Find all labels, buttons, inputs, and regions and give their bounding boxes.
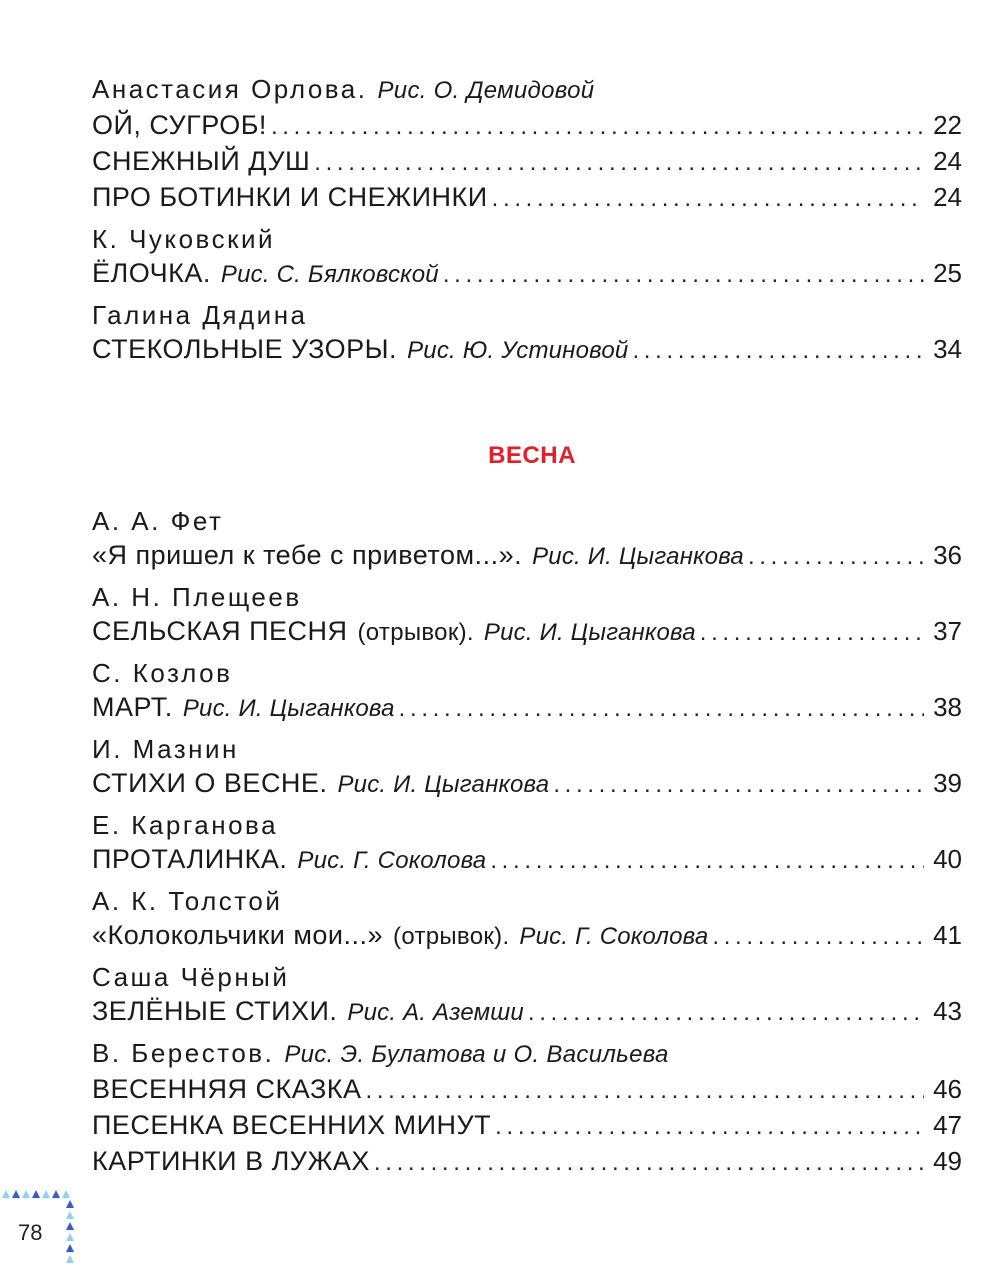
- dot-leader: [495, 1110, 924, 1144]
- ornament-triangle: [32, 1190, 40, 1198]
- dot-leader: [748, 540, 924, 574]
- toc-entry: [92, 256, 962, 292]
- ornament-triangle: [12, 1190, 20, 1198]
- toc-entry: [92, 690, 962, 726]
- entry-title: СТИХИ О ВЕСНЕ.: [92, 768, 328, 798]
- table-of-contents: [92, 72, 962, 1186]
- ornament-triangle: [66, 1255, 74, 1263]
- entry-title: ПЕСЕНКА ВЕСЕННИХ МИНУТ: [92, 1110, 492, 1140]
- author-name: [92, 72, 962, 108]
- page-ref: 49: [933, 1146, 962, 1176]
- dot-leader: [553, 768, 924, 802]
- illustrator-credit: Рис. Ю. Устиновой: [407, 337, 629, 364]
- page-ref: 37: [933, 616, 962, 646]
- ornament-triangle: [42, 1190, 50, 1198]
- toc-entry: [92, 144, 962, 180]
- ornament-triangle: [66, 1200, 74, 1208]
- toc-entry: [92, 180, 962, 216]
- author-group: [92, 656, 962, 726]
- page-ref: 40: [933, 844, 962, 874]
- illustrator-credit: Рис. Г. Соколова: [519, 923, 709, 950]
- author-name: [92, 960, 962, 994]
- dot-leader: [700, 616, 924, 650]
- author-name: [92, 504, 962, 538]
- illustrator-credit: Рис. И. Цыганкова: [532, 543, 744, 570]
- illustrator-credit: Рис. Г. Соколова: [297, 847, 487, 874]
- author-group: [92, 960, 962, 1030]
- page-number: 78: [18, 1220, 43, 1245]
- author-name: [92, 732, 962, 766]
- toc-entry: [92, 1144, 962, 1180]
- toc-entry: [92, 1108, 962, 1144]
- author-name: [92, 808, 962, 842]
- dot-leader: [399, 692, 924, 726]
- page-ref: 46: [933, 1074, 962, 1104]
- ornament-triangle: [66, 1211, 74, 1219]
- ornament-triangle: [66, 1222, 74, 1230]
- toc-entry: [92, 108, 962, 144]
- illustrator-credit: Рис. И. Цыганкова: [337, 771, 550, 798]
- entry-title: МАРТ.: [92, 692, 173, 722]
- dot-leader: [490, 844, 924, 878]
- author-group: [92, 808, 962, 878]
- author-name: [92, 656, 962, 690]
- entry-title: ЁЛОЧКА.: [92, 258, 211, 288]
- page-ref: 22: [933, 110, 962, 140]
- ornament-triangle: [22, 1190, 30, 1198]
- toc-entry: [92, 614, 962, 650]
- illustrator-credit: Рис. И. Цыганкова: [483, 619, 696, 646]
- section-heading: ВЕСНА: [488, 442, 576, 469]
- dot-leader: [443, 258, 924, 292]
- author-group: [92, 72, 962, 216]
- dot-leader: [366, 1074, 925, 1108]
- ornament-triangle: [66, 1244, 74, 1252]
- page-ref: 25: [933, 258, 962, 288]
- entry-title: СТЕКОЛЬНЫЕ УЗОРЫ.: [92, 334, 398, 364]
- dot-leader: [712, 920, 924, 954]
- author-group: [92, 580, 962, 650]
- corner-ornament: [0, 1180, 90, 1270]
- author-group: [92, 732, 962, 802]
- dot-leader: [314, 146, 924, 180]
- author-label: В. Берестов.: [92, 1038, 275, 1068]
- entry-title: ПРО БОТИНКИ И СНЕЖИНКИ: [92, 182, 488, 212]
- toc-entry: [92, 918, 962, 954]
- page-ref: 24: [933, 146, 962, 176]
- dot-leader: [632, 334, 924, 368]
- dot-leader: [374, 1146, 924, 1180]
- author-label: И. Мазнин: [92, 734, 239, 764]
- illustrator-credit: Рис. С. Бялковской: [220, 261, 439, 288]
- toc-entry: [92, 994, 962, 1030]
- entry-title: «Я пришел к тебе с приветом...».: [92, 540, 523, 570]
- author-label: Анастасия Орлова.: [92, 74, 368, 104]
- toc-entry: [92, 1072, 962, 1108]
- toc-entry: [92, 842, 962, 878]
- page-ref: 39: [933, 768, 962, 798]
- author-name: [92, 1036, 962, 1072]
- page-ref: 43: [933, 996, 962, 1026]
- entry-title: ЗЕЛЁНЫЕ СТИХИ.: [92, 996, 338, 1026]
- page-ref: 24: [933, 182, 962, 212]
- author-label: С. Козлов: [92, 658, 233, 688]
- entry-title: СЕЛЬСКАЯ ПЕСНЯ: [92, 616, 348, 646]
- author-name: [92, 298, 962, 332]
- entry-title: СНЕЖНЫЙ ДУШ: [92, 146, 311, 176]
- ornament-triangle: [52, 1190, 60, 1198]
- author-label: Е. Карганова: [92, 810, 279, 840]
- author-group: [92, 1036, 962, 1180]
- ornament-triangle: [66, 1233, 74, 1241]
- illustrator-credit: Рис. Э. Булатова и О. Васильева: [284, 1041, 669, 1068]
- author-label: А. А. Фет: [92, 506, 224, 536]
- author-label: Галина Дядина: [92, 300, 308, 330]
- dot-leader: [492, 182, 924, 216]
- author-group: [92, 884, 962, 954]
- author-group: [92, 504, 962, 574]
- author-label: А. Н. Плещеев: [92, 582, 302, 612]
- entry-title: ОЙ, СУГРОБ!: [92, 110, 267, 140]
- entry-note: (отрывок).: [357, 619, 474, 646]
- ornament-triangle: [2, 1190, 10, 1198]
- entry-note: (отрывок).: [393, 923, 510, 950]
- page-ref: 38: [933, 692, 962, 722]
- author-group: [92, 298, 962, 368]
- page-ref: 47: [933, 1110, 962, 1140]
- author-label: К. Чуковский: [92, 224, 275, 254]
- author-label: А. К. Толстой: [92, 886, 283, 916]
- illustrator-credit: Рис. О. Демидовой: [377, 77, 595, 104]
- author-name: [92, 222, 962, 256]
- page-ref: 34: [933, 334, 962, 364]
- toc-entry: [92, 766, 962, 802]
- toc-entry: [92, 538, 962, 574]
- entry-title: ВЕСЕННЯЯ СКАЗКА: [92, 1074, 362, 1104]
- author-label: Саша Чёрный: [92, 962, 290, 992]
- page-ref: 41: [933, 920, 962, 950]
- author-name: [92, 580, 962, 614]
- author-group: [92, 222, 962, 292]
- illustrator-credit: Рис. А. Аземши: [347, 999, 524, 1026]
- ornament-triangle: [62, 1190, 70, 1198]
- illustrator-credit: Рис. И. Цыганкова: [182, 695, 395, 722]
- dot-leader: [271, 110, 924, 144]
- page-ref: 36: [933, 540, 962, 570]
- entry-title: КАРТИНКИ В ЛУЖАХ: [92, 1146, 370, 1176]
- entry-title: ПРОТАЛИНКА.: [92, 844, 288, 874]
- toc-entry: [92, 332, 962, 368]
- author-name: [92, 884, 962, 918]
- entry-title: «Колокольчики мои...»: [92, 920, 384, 950]
- dot-leader: [528, 996, 924, 1030]
